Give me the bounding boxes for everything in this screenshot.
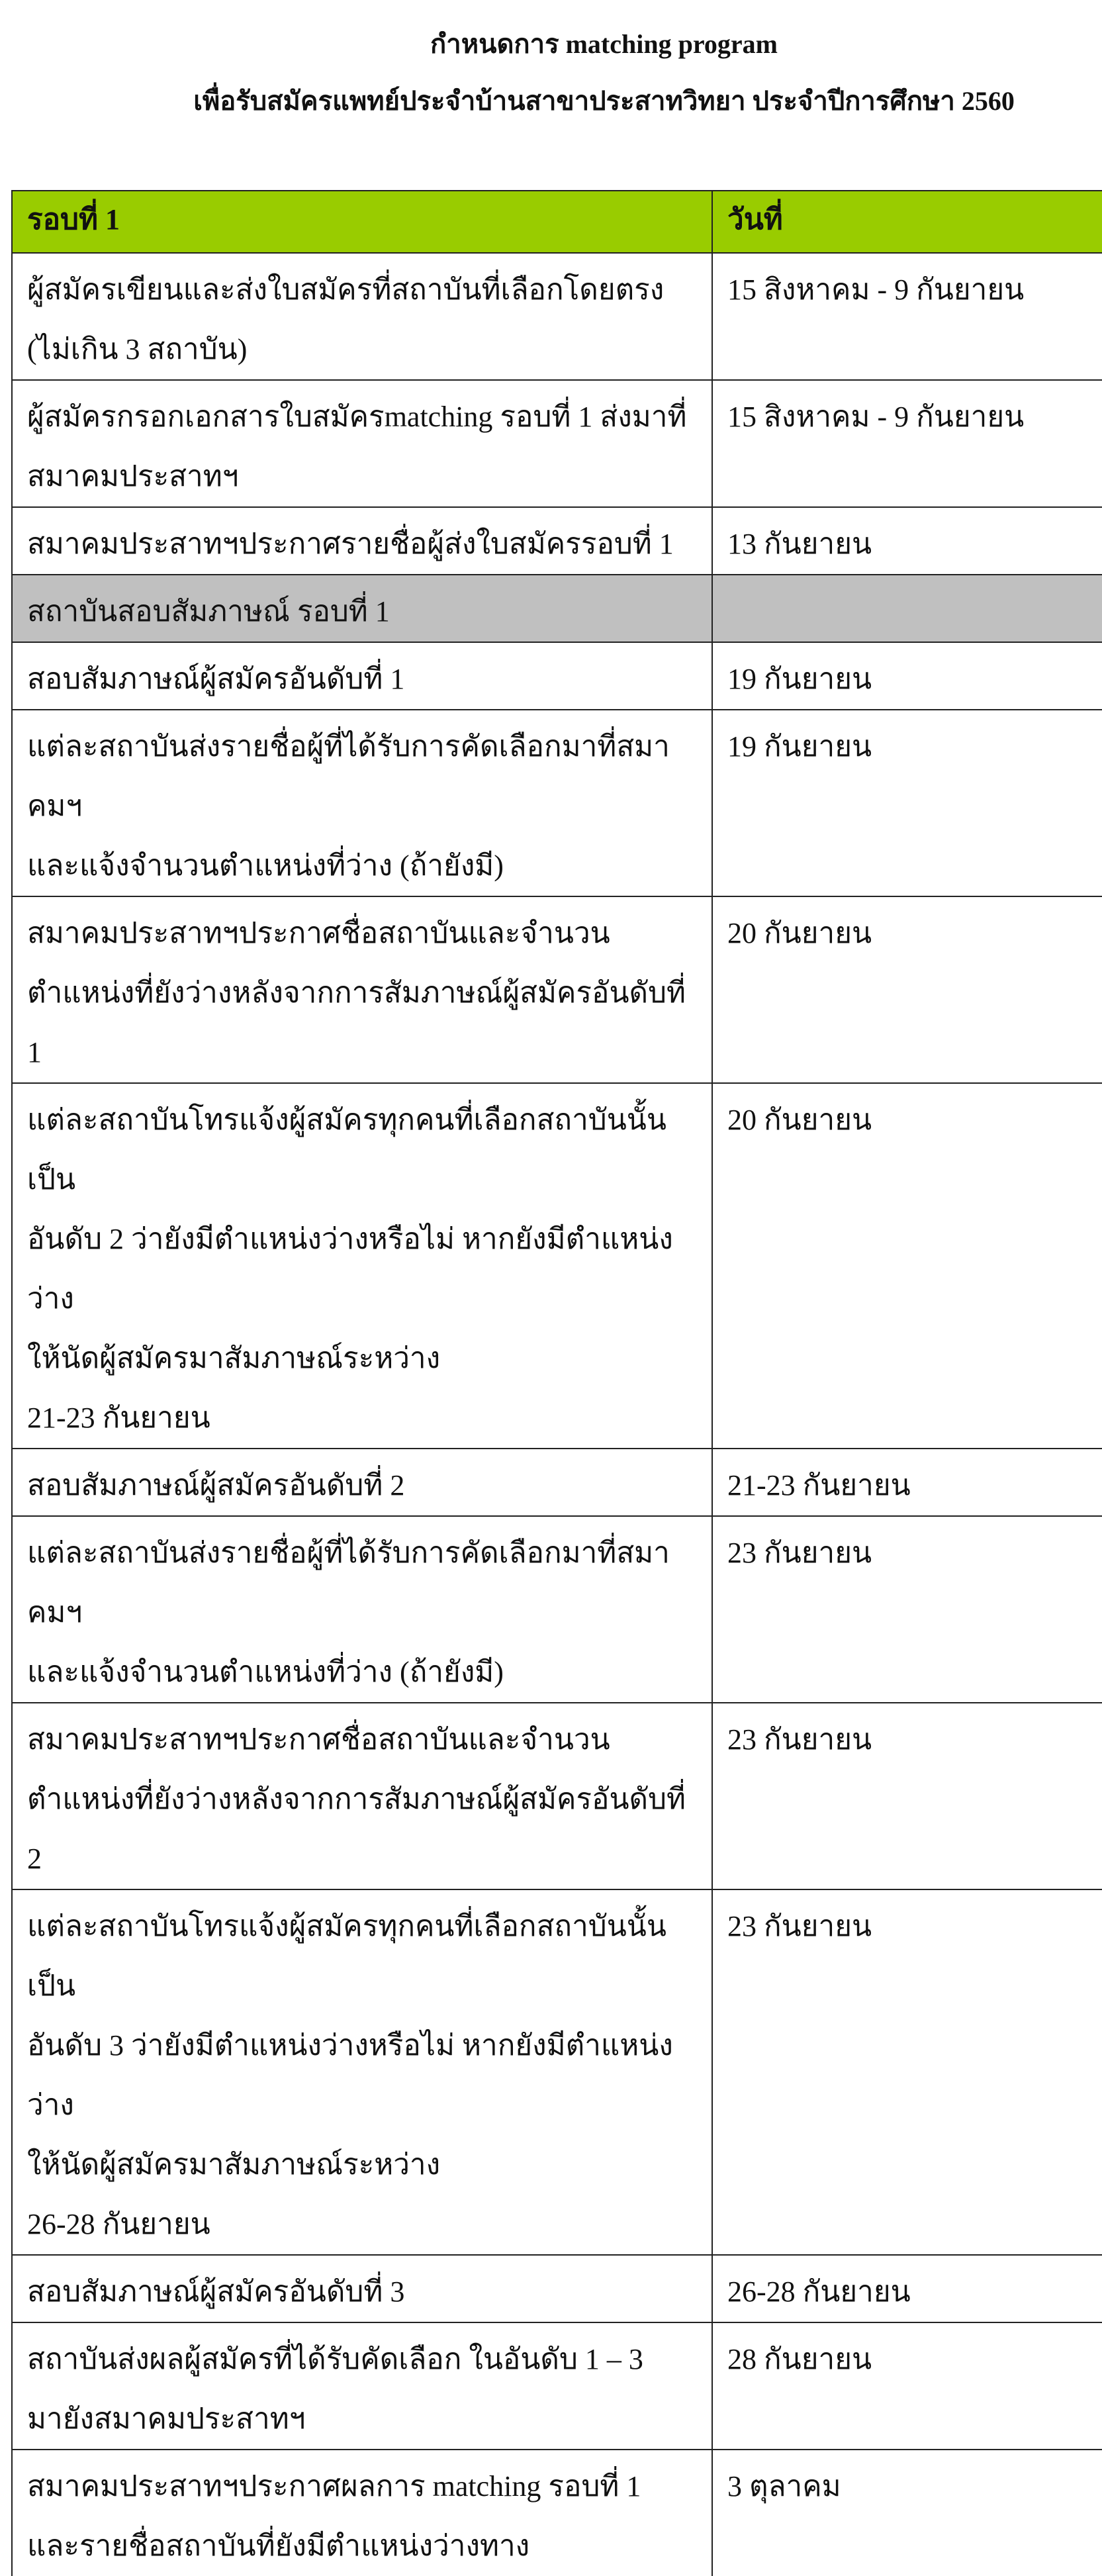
activity-cell — [12, 710, 712, 896]
date-cell: 23 กันยายน — [712, 1703, 1102, 1889]
activity-cell — [12, 253, 712, 380]
table-row — [12, 896, 1102, 1083]
activity-line: ให้นัดผู้สมัครมาสัมภาษณ์ระหว่าง — [27, 1342, 441, 1374]
activity-line: ผู้สมัครเขียนและส่งใบสมัครที่สถาบันที่เลือกโดยตรง — [27, 273, 665, 306]
table-row — [12, 1449, 1102, 1516]
activity-line: ให้นัดผู้สมัครมาสัมภาษณ์ระหว่าง — [27, 2148, 441, 2181]
header-date: วันที่ — [712, 191, 1102, 253]
document-subtitle: เพื่อรับสมัครแพทย์ประจำบ้านสาขาประสาทวิทยา ประจำปีการศึกษา 2560 — [193, 86, 1015, 116]
activity-line: (ไม่เกิน 3 สถาบัน) — [27, 333, 248, 365]
date-cell: 28 กันยายน — [712, 2322, 1102, 2450]
date-cell: 3 ตุลาคม — [712, 2450, 1102, 2576]
activity-line: แต่ละสถาบันโทรแจ้งผู้สมัครทุกคนที่เลือกสถาบันนั้น เป็น — [27, 1104, 666, 1196]
activity-line: และแจ้งจำนวนตำแหน่งที่ว่าง (ถ้ายังมี) — [27, 1656, 504, 1688]
header-activity: รอบที่ 1 — [12, 191, 712, 253]
table-row — [12, 1083, 1102, 1449]
date-cell: 19 กันยายน — [712, 642, 1102, 710]
activity-line: ตำแหน่งที่ยังว่างหลังจากการสัมภาษณ์ผู้สมัครอันดับที่ 1 — [27, 977, 686, 1069]
activity-cell — [12, 642, 712, 710]
activity-cell — [12, 1703, 712, 1889]
date-cell: 23 กันยายน — [712, 1516, 1102, 1703]
activity-cell — [12, 2255, 712, 2322]
activity-line: สถาบันสอบสัมภาษณ์ รอบที่ 1 — [27, 595, 390, 628]
activity-line: สมาคมประสาทฯประกาศรายชื่อผู้ส่งใบสมัครรอบที่ 1 — [27, 528, 674, 560]
activity-line: สมาคมประสาทฯประกาศผลการ matching รอบที่ 1 — [27, 2470, 641, 2503]
section-row — [12, 575, 1102, 642]
table-row — [12, 1889, 1102, 2255]
activity-line: ผู้สมัครกรอกเอกสารใบสมัครmatching รอบที่ 1 ส่งมาที่ — [27, 401, 687, 433]
date-cell: 13 กันยายน — [712, 507, 1102, 575]
table-row — [12, 710, 1102, 896]
table-row — [12, 642, 1102, 710]
activity-cell — [12, 507, 712, 575]
table-row — [12, 1516, 1102, 1703]
activity-line: สอบสัมภาษณ์ผู้สมัครอันดับที่ 3 — [27, 2275, 405, 2308]
table-header-row — [12, 191, 1102, 253]
date-cell — [712, 575, 1102, 642]
activity-cell — [12, 380, 712, 507]
activity-cell — [12, 896, 712, 1083]
activity-cell — [12, 1083, 712, 1449]
date-cell: 15 สิงหาคม - 9 กันยายน — [712, 253, 1102, 380]
activity-cell — [12, 2322, 712, 2450]
activity-line: และแจ้งจำนวนตำแหน่งที่ว่าง (ถ้ายังมี) — [27, 849, 504, 882]
activity-cell — [12, 1449, 712, 1516]
activity-line: แต่ละสถาบันส่งรายชื่อผู้ที่ได้รับการคัดเลือกมาที่สมาคมฯ — [27, 1537, 670, 1629]
activity-line: แต่ละสถาบันโทรแจ้งผู้สมัครทุกคนที่เลือกสถาบันนั้น เป็น — [27, 1910, 666, 2002]
activity-line: ตำแหน่งที่ยังว่างหลังจากการสัมภาษณ์ผู้สมัครอันดับที่ 2 — [27, 1783, 686, 1875]
date-cell: 26-28 กันยายน — [712, 2255, 1102, 2322]
date-cell: 23 กันยายน — [712, 1889, 1102, 2255]
activity-cell — [12, 1516, 712, 1703]
activity-line: สอบสัมภาษณ์ผู้สมัครอันดับที่ 1 — [27, 663, 405, 695]
date-cell: 15 สิงหาคม - 9 กันยายน — [712, 380, 1102, 507]
date-cell: 19 กันยายน — [712, 710, 1102, 896]
table-row — [12, 380, 1102, 507]
activity-line: 26-28 กันยายน — [27, 2208, 210, 2240]
document-title: กำหนดการ matching program — [430, 29, 778, 59]
schedule-table — [11, 190, 1102, 2576]
table-row — [12, 2450, 1102, 2576]
activity-line: สมาคมประสาทฯประกาศชื่อสถาบันและจำนวน — [27, 1723, 610, 1756]
activity-line: สมาคมประสาทฯประกาศชื่อสถาบันและจำนวน — [27, 917, 610, 949]
table-row — [12, 253, 1102, 380]
table-row — [12, 2255, 1102, 2322]
activity-line: สมาคมประสาทฯ — [27, 460, 239, 493]
activity-line: แต่ละสถาบันส่งรายชื่อผู้ที่ได้รับการคัดเลือกมาที่สมาคมฯ — [27, 730, 670, 822]
activity-line: อันดับ 2 ว่ายังมีตำแหน่งว่างหรือไม่ หากยังมีตำแหน่งว่าง — [27, 1223, 673, 1315]
table-row — [12, 2322, 1102, 2450]
activity-cell — [12, 2450, 712, 2576]
date-cell: 20 กันยายน — [712, 896, 1102, 1083]
date-cell: 20 กันยายน — [712, 1083, 1102, 1449]
table-row — [12, 1703, 1102, 1889]
activity-line: มายังสมาคมประสาทฯ — [27, 2403, 306, 2435]
date-cell: 21-23 กันยายน — [712, 1449, 1102, 1516]
table-row — [12, 507, 1102, 575]
activity-line: สถาบันส่งผลผู้สมัครที่ได้รับคัดเลือก ในอันดับ 1 – 3 — [27, 2343, 643, 2375]
section-title — [12, 575, 712, 642]
activity-cell — [12, 1889, 712, 2255]
activity-line: สอบสัมภาษณ์ผู้สมัครอันดับที่ 2 — [27, 1469, 405, 1502]
activity-line: และรายชื่อสถาบันที่ยังมีตำแหน่งว่างทาง — [27, 2530, 530, 2562]
activity-line: อันดับ 3 ว่ายังมีตำแหน่งว่างหรือไม่ หากยังมีตำแหน่งว่าง — [27, 2029, 673, 2121]
activity-line: 21-23 กันยายน — [27, 1402, 210, 1434]
